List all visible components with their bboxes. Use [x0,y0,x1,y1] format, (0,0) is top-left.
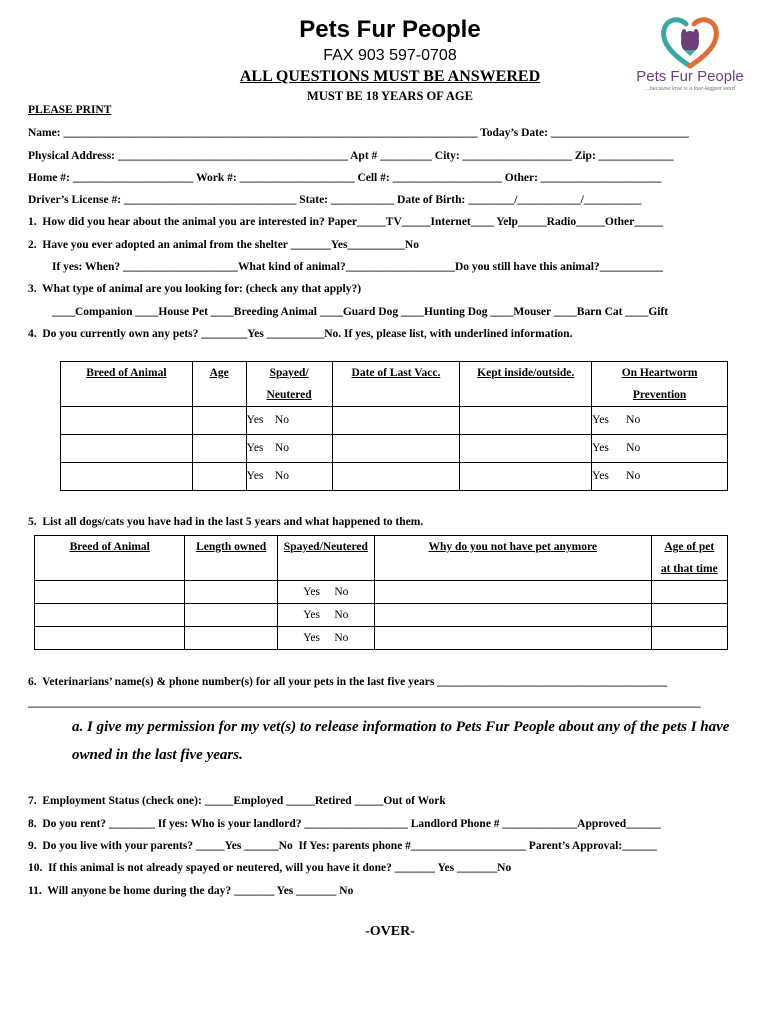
logo-tagline: ...because love is a four-legged word [645,86,735,92]
table-row[interactable] [35,604,728,627]
all-questions-notice: ALL QUESTIONS MUST BE ANSWERED [239,68,541,85]
name-line[interactable]: Name: ________________________________________________________________________ Today’s Date: ________________________ [28,127,689,139]
question-3-options[interactable]: ____Companion ____House Pet ____Breeding Animal ____Guard Dog ____Hunting Dog ____Mouser ____Barn Cat ____Gift [52,306,669,318]
address-line[interactable]: Physical Address: ________________________________________ Apt # _________ City: ___________________ Zip: _____________ [28,150,674,162]
heartworm-yes-no[interactable]: Yes No [592,435,728,463]
table-row[interactable] [61,463,728,491]
vet-permission-statement: a. I give my permission for my vet(s) to release information to Pets Fur People about any of the pets I have owned in the last five years. [72,719,730,763]
heartworm-yes-no[interactable]: Yes No [592,463,728,491]
header-age-of-pet: Age of pet at that time [651,536,727,581]
spayed-yes-no[interactable]: Yes No [246,463,332,491]
logo-wordmark: Pets Fur People [636,68,744,85]
question-8[interactable]: 8. Do you rent? ________ If yes: Who is your landlord? __________________ Landlord Phone # _____________Approved______ [28,818,661,830]
heartworm-yes-no[interactable]: Yes No [592,407,728,435]
header-why: Why do you not have pet anymore [374,536,651,581]
question-4[interactable]: 4. Do you currently own any pets? ________Yes __________No. If yes, please list, with underlined information. [28,328,573,340]
header-spayed: Spayed/Neutered [277,536,374,581]
current-pets-table [60,361,728,491]
fax-number: FAX 903 597-0708 [323,47,457,64]
question-6-line-2[interactable]: _____________________________________________________________________________________________________________________ [28,697,701,709]
header-length-owned: Length owned [185,536,277,581]
question-7[interactable]: 7. Employment Status (check one): _____Employed _____Retired _____Out of Work [28,795,446,807]
phone-line[interactable]: Home #: _____________________ Work #: ____________________ Cell #: ___________________ Other: _____________________ [28,172,662,184]
question-9[interactable]: 9. Do you live with your parents? _____Yes ______No If Yes: parents phone #____________________ Parent’s Approval:______ [28,840,657,852]
question-2[interactable]: 2. Have you ever adopted an animal from the shelter _______Yes__________No [28,239,419,251]
table-header-row [35,536,728,581]
heart-dog-icon [628,12,752,70]
table-header-row [61,362,728,407]
header-heartworm: On Heartworm Prevention [592,362,728,407]
header-breed: Breed of Animal [35,536,185,581]
question-1[interactable]: 1. How did you hear about the animal you are interested in? Paper_____TV_____Internet____ Yelp_____Radio_____Other_____ [28,216,663,228]
question-10[interactable]: 10. If this animal is not already spayed or neutered, will you have it done? _______ Yes _______No [28,862,512,874]
age-requirement: MUST BE 18 YEARS OF AGE [307,89,473,103]
spayed-yes-no[interactable]: Yes No [246,435,332,463]
question-6[interactable]: 6. Veterinarians’ name(s) & phone number(s) for all your pets in the last five years ________________________________________ [28,676,668,688]
past-pets-table [34,535,728,650]
please-print-label: PLEASE PRINT [28,104,112,116]
page-title: Pets Fur People [299,16,481,43]
question-11[interactable]: 11. Will anyone be home during the day? _______ Yes _______ No [28,885,354,897]
table-row[interactable] [61,435,728,463]
spayed-yes-no[interactable]: Yes No [246,407,332,435]
question-5: 5. List all dogs/cats you have had in the last 5 years and what happened to them. [28,516,424,528]
header-kept: Kept inside/outside. [460,362,592,407]
spayed-yes-no[interactable]: Yes No [277,581,374,604]
header-vacc-date: Date of Last Vacc. [332,362,460,407]
table-row[interactable] [61,407,728,435]
spayed-yes-no[interactable]: Yes No [277,627,374,650]
table-row[interactable] [35,627,728,650]
over-label: -OVER- [365,924,415,939]
spayed-yes-no[interactable]: Yes No [277,604,374,627]
table-row[interactable] [35,581,728,604]
question-3: 3. What type of animal are you looking for: (check any that apply?) [28,283,362,295]
license-line[interactable]: Driver’s License #: ______________________________ State: ___________ Date of Birth: ________/___________/__________ [28,194,642,206]
pets-fur-people-logo [628,12,752,96]
header-breed: Breed of Animal [61,362,193,407]
question-2-followup[interactable]: If yes: When? ____________________What kind of animal?___________________Do you still have this animal?___________ [52,261,663,273]
header-spayed: Spayed/ Neutered [246,362,332,407]
header-age: Age [192,362,246,407]
